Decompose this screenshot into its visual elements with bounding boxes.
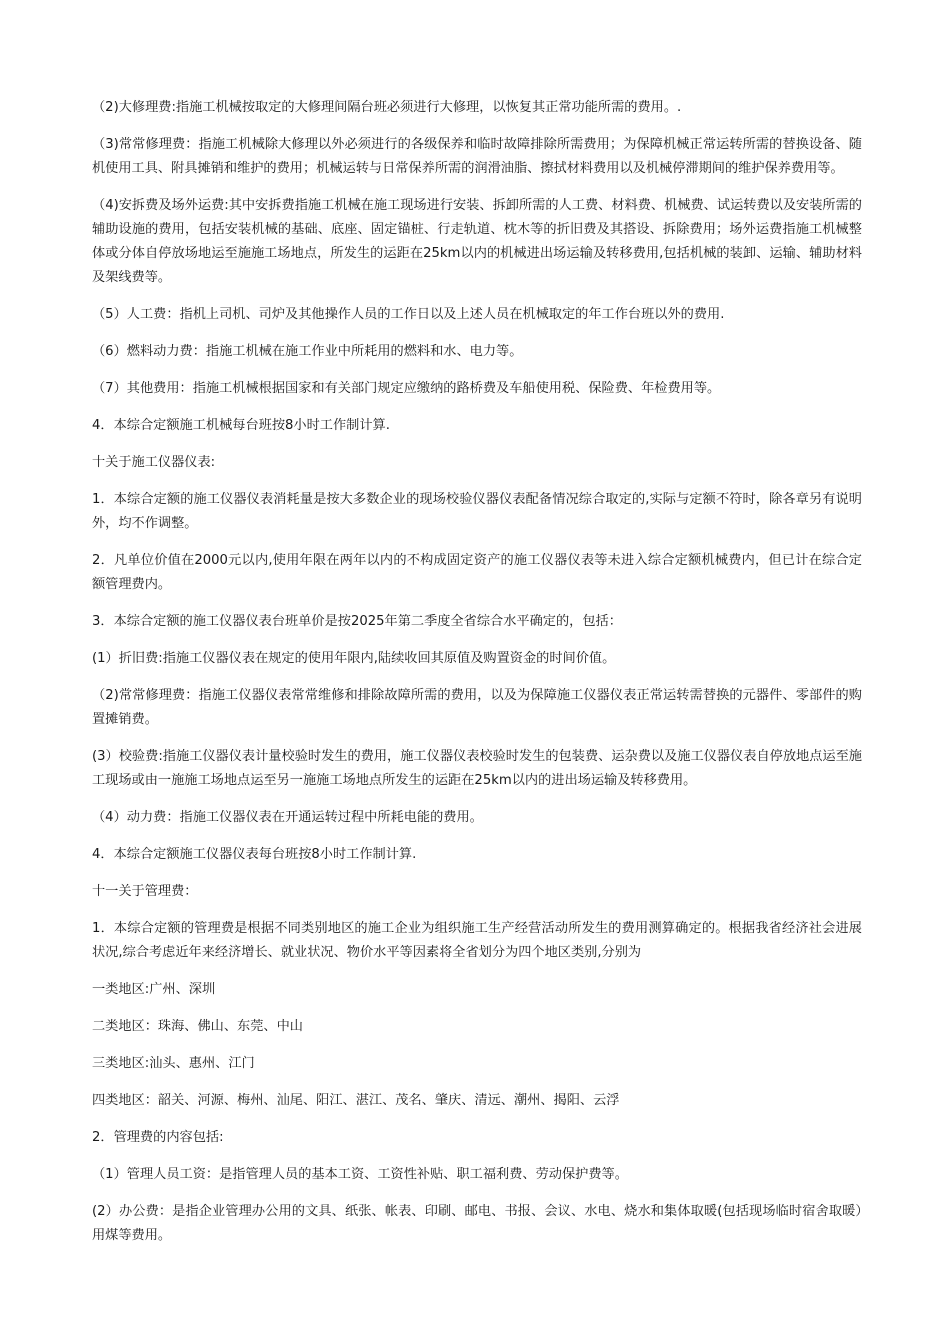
paragraph: （5）人工费：指机上司机、司炉及其他操作人员的工作日以及上述人员在机械取定的年工作台班以外的费用.: [92, 307, 725, 322]
document-body: [92, 96, 862, 1261]
paragraph: 四类地区：韶关、河源、梅州、汕尾、阳江、湛江、茂名、肇庆、清远、潮州、揭阳、云浮: [92, 1093, 620, 1108]
paragraph: (3）校验费:指施工仪器仪表计量校验时发生的费用，施工仪器仪表校验时发生的包装费、运杂费以及施工仪器仪表自停放地点运至施工现场或由一施施工场地点运至另一施施工场地点所发生的运距在25km以内的进出场运输及转移费用。: [92, 749, 862, 788]
paragraph: （2)大修理费:指施工机械按取定的大修理间隔台班必须进行大修理，以恢复其正常功能所需的费用。.: [92, 100, 682, 115]
paragraph: （4）动力费：指施工仪器仪表在开通运转过程中所耗电能的费用。: [92, 810, 483, 825]
paragraph: （4)安拆费及场外运费:其中安拆费指施工机械在施工现场进行安装、拆卸所需的人工费、材料费、机械费、试运转费以及安装所需的辅助设施的费用，包括安装机械的基础、底座、固定锚桩、行走轨道、枕木等的折旧费及其搭设、拆除费用；场外运费指施工机械整体或分体自停放场地运至施施工场地点，所发生的运距在25km以内的机械进出场运输及转移费用,包括机械的装卸、运输、辅助材料及架线费等。: [92, 198, 862, 285]
paragraph: 2．管理费的内容包括:: [92, 1130, 224, 1145]
paragraph: （6）燃料动力费：指施工机械在施工作业中所耗用的燃料和水、电力等。: [92, 344, 523, 359]
paragraph: 一类地区:广州、深圳: [92, 982, 216, 997]
paragraph: （7）其他费用：指施工机械根据国家和有关部门规定应缴纳的路桥费及车船使用税、保险费、年检费用等。: [92, 381, 721, 396]
section-heading: 十关于施工仪器仪表:: [92, 455, 216, 470]
paragraph: 三类地区:汕头、惠州、江门: [92, 1056, 255, 1071]
paragraph: 1．本综合定额的施工仪器仪表消耗量是按大多数企业的现场校验仪器仪表配备情况综合取定的,实际与定额不符时，除各章另有说明外，均不作调整。: [92, 492, 862, 531]
paragraph: 4．本综合定额施工仪器仪表每台班按8小时工作制计算.: [92, 847, 417, 862]
paragraph: 4．本综合定额施工机械每台班按8小时工作制计算.: [92, 418, 390, 433]
paragraph: (2）办公费：是指企业管理办公用的文具、纸张、帐表、印刷、邮电、书报、会议、水电、烧水和集体取暖(包括现场临时宿舍取暖）用煤等费用。: [92, 1204, 862, 1243]
paragraph: 2．凡单位价值在2000元以内,使用年限在两年以内的不构成固定资产的施工仪器仪表等未进入综合定额机械费内，但已计在综合定额管理费内。: [92, 553, 862, 592]
paragraph: 二类地区：珠海、佛山、东莞、中山: [92, 1019, 303, 1034]
paragraph: （1）管理人员工资：是指管理人员的基本工资、工资性补贴、职工福利费、劳动保护费等。: [92, 1167, 628, 1182]
paragraph: (1）折旧费:指施工仪器仪表在规定的使用年限内,陆续收回其原值及购置资金的时间价值。: [92, 651, 616, 666]
paragraph: 1．本综合定额的管理费是根据不同类别地区的施工企业为组织施工生产经营活动所发生的费用测算确定的。根据我省经济社会进展状况,综合考虑近年来经济增长、就业状况、物价水平等因素将全省划分为四个地区类别,分别为: [92, 921, 862, 960]
paragraph: 3．本综合定额的施工仪器仪表台班单价是按2025年第二季度全省综合水平确定的，包括：: [92, 614, 622, 629]
paragraph: （3)常常修理费：指施工机械除大修理以外必须进行的各级保养和临时故障排除所需费用；为保障机械正常运转所需的替换设备、随机使用工具、附具摊销和维护的费用；机械运转与日常保养所需的润滑油脂、擦拭材料费用以及机械停滞期间的维护保养费用等。: [92, 137, 862, 176]
section-heading: 十一关于管理费：: [92, 884, 198, 899]
paragraph: （2)常常修理费：指施工仪器仪表常常维修和排除故障所需的费用，以及为保障施工仪器仪表正常运转需替换的元器件、零部件的购置摊销费。: [92, 688, 862, 727]
